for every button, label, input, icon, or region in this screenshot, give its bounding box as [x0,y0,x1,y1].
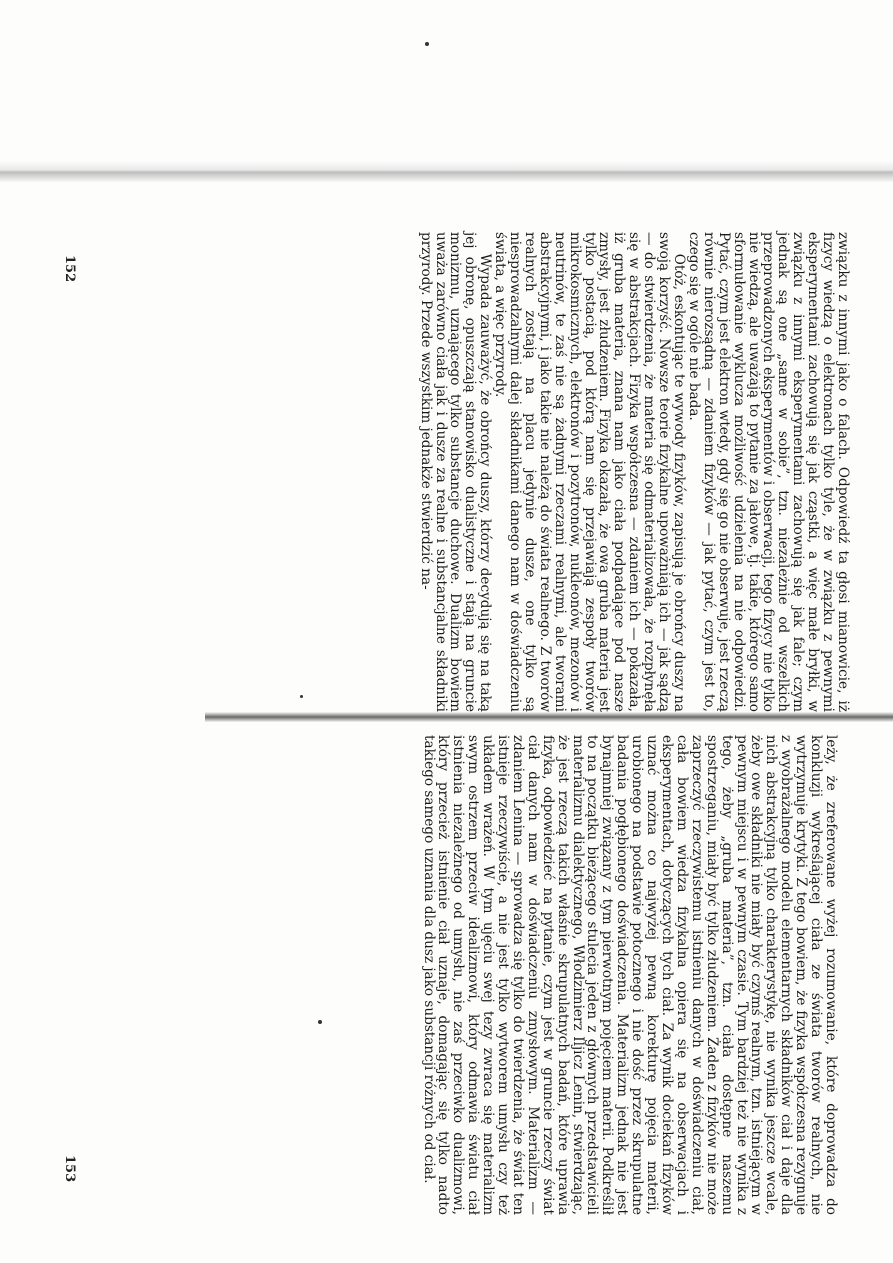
paragraph: leży, że zreferowane wyżej rozumowanie, które doprowadza do konkluzji wykreślającej ciała ze świata tworów realnych, nie wytrzymuje krytyki. Z tego bowiem, że fizyka współczesna rezygnuje z wyobrażalnego modelu elementarnych składników ciał i daje dla nich abstrakcyjną tylko charakterystykę, nie wynika jeszcze wcale, żeby owe składniki nie miały być czymś realnym, tzn. istniejącym w pewnym miejscu i w pewnym czasie. Tym bardziej też nie wynika z tego, żeby „gruba materia”, tzn. ciała dostępne naszemu spostrzeganiu, miały być tylko złudzeniem. Żaden z fizyków nie może zaprzeczyć rzeczywistemu istnieniu danych w doświadczeniu ciał, cała bowiem wiedza fizykalna opiera się na obserwacjach i eksperymentach, dotyczących tych ciał. Za wynik dociekań fizyków uznać można co najwyżej pewną korekturę pojęcia materii, urobionego na podstawie potocznego i nie dość przez skrupulatne badania pogłębionego doświadczenia. Materializm jednak nie jest bynajmniej związany z tym pierwotnym pojęciem materii. Podkreślił to na początku bieżącego stulecia jeden z głównych przedstawicieli materializmu dialektycznego, Włodzimierz Iljicz Lenin, stwierdzając, że jest rzeczą takich właśnie skrupulatnych badań, które uprawia fizyka, odpowiedzieć na pytanie, czym jest w gruncie rzeczy świat ciał danych nam w doświadczeniu zmysłowym. Materializm — zdaniem Lenina — sprowadza się tylko do twierdzenia, że świat ten istnieje rzeczywiście, a nie jest tylko wytworem umysłu czy też układem wrażeń. W tym ujęciu swej tezy zwraca się materializm swym ostrzem przeciw idealizmowi, który odmawia światu ciał istnienia niezależnego od umysłu, nie zaś przeciwko dualizmowi, który przecież istnienie ciał uznaje, domagając się tylko nadto takiego samego uznania dla dusz jako substancji różnych od ciał. [420,735,839,1215]
book-gutter-line [205,712,893,722]
page-number: 152 [62,255,77,283]
dust-speck [300,695,303,698]
page-153-text [421,735,838,1215]
dust-speck [425,42,429,46]
paragraph: Otóż, eskontując te wywody fizyków, zapisują je obrońcy duszy na swoją korzyść. Nowsze teorie fizykalne upoważniają ich — jak sądzą — do stwierdzenia, że materia się odmaterializowała, że rozpłynęła się w abstrakcjach. Fizyka współczesna — zdaniem ich — pokazała, iż gruba materia, znana nam jako ciała podpadające pod nasze zmysły, jest złudzeniem. Fizyka okazała, że owa gruba materia jest tylko postacią, pod którą nam się przejawiają zespoły tworów mikrokosmicznych, elektronów i pozytronów, nukleonów, mezonów i neutrinów, te zaś nie są żadnymi rzeczami realnymi, ale tworami abstrakcyjnymi, i jako takie nie należą do świata realnego. Z tworów realnych zostają na placu jedynie dusze, one tylko są niesprowadzalnymi dalej składnikami danego nam w doświadczeniu świata, a więc przyrody. [492,232,688,712]
page-152-text [418,232,850,712]
paragraph: związku z innymi jako o falach. Odpowiedź ta głosi mianowicie, iż fizycy wiedzą o elektronach tylko tyle, że w związku z pewnymi eksperymentami zachowują się jak cząstki, a więc małe bryłki, w związku z innymi eksperymentami zachowują się jak fale; czym jednak są one „same w sobie”, tzn. niezależnie od wszelkich przeprowadzonych eksperymentów i obserwacji, tego fizycy nie tylko nie wiedzą, ale uważają to pytanie za jałowe, tj. takie, którego samo sformułowanie wyklucza możliwość udzielenia na nie odpowiedzi. Pytać, czym jest elektron wtedy, gdy się go nie obserwuje, jest rzeczą równie nierozsądną — zdaniem fizyków — jak pytać, czym jest to, czego się w ogóle nie bada. [685,232,851,712]
paragraph: Wypada zauważyć, że obrońcy duszy, którzy decydują się na taką jej obronę, opuszczają stanowisko dualistyczne i stają na gruncie monizmu, uznającego tylko substancje duchowe. Dualizm bowiem uważa zarówno ciała jak i dusze za realne i substancjalne składniki przyrody. Przede wszystkim jednakże stwierdzić na- [417,232,494,712]
dust-speck [318,1020,322,1024]
page-number: 153 [62,1155,77,1183]
page-edge-shadow [0,160,893,182]
